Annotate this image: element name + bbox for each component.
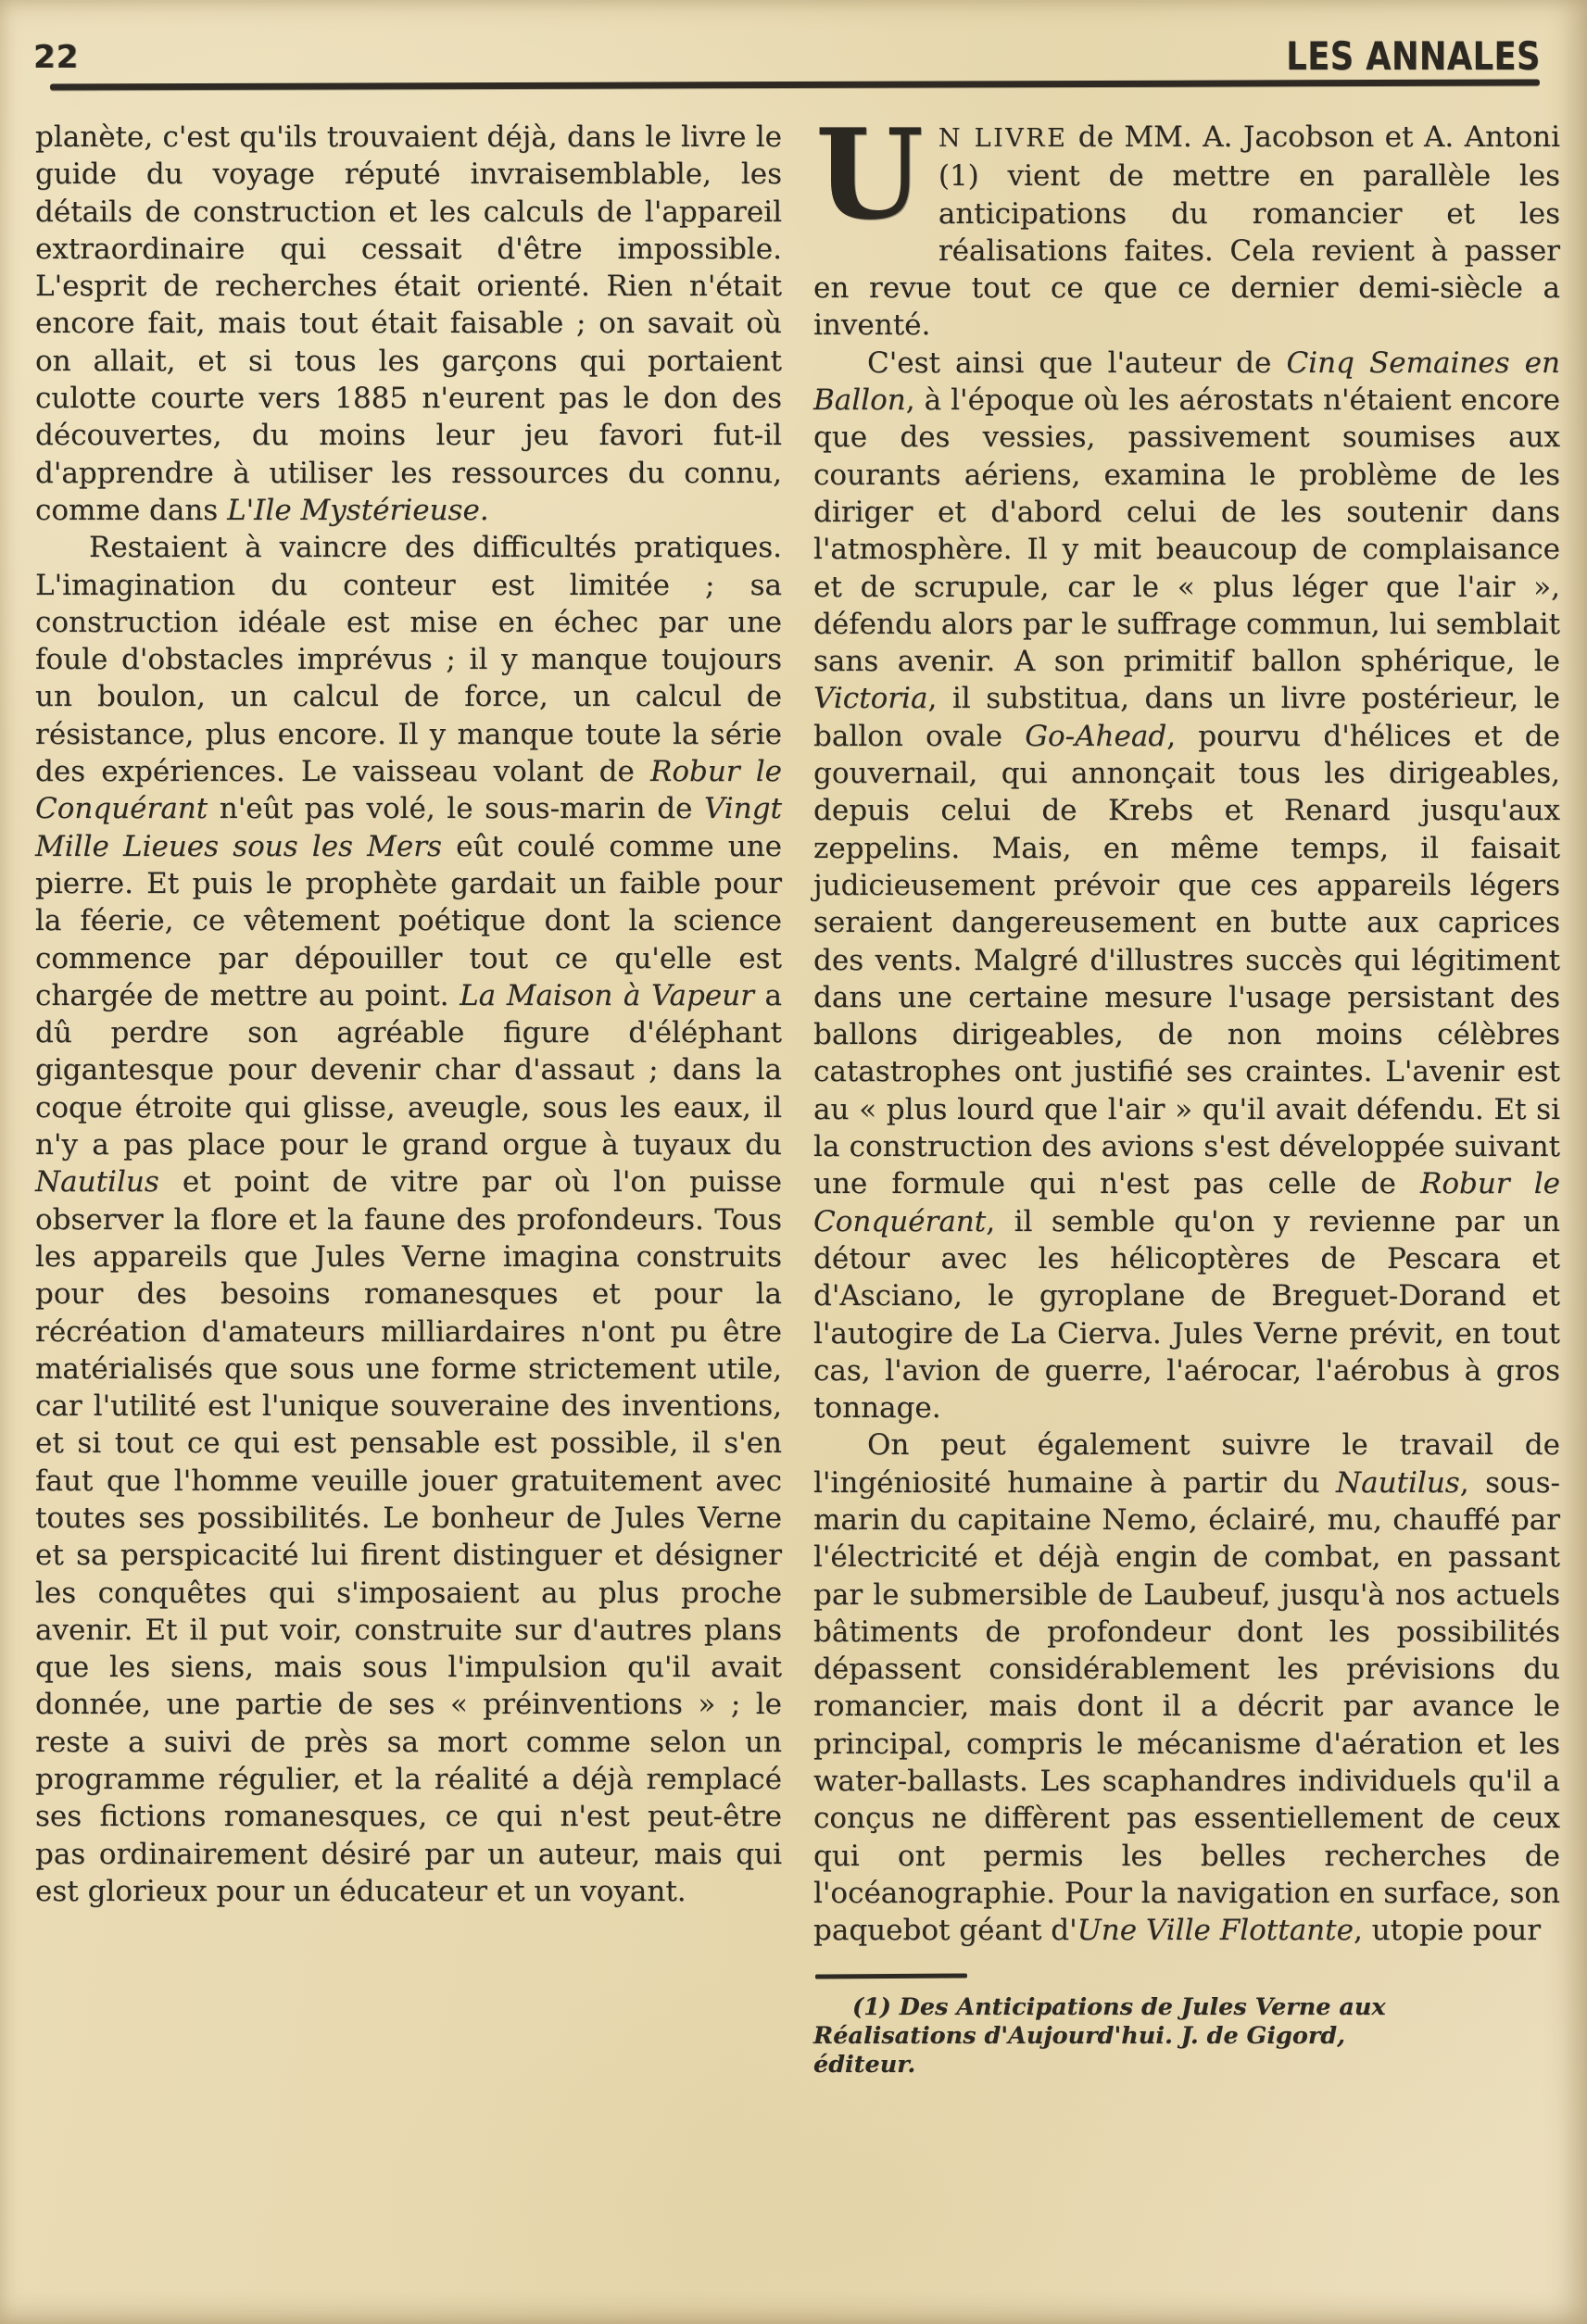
paragraph xyxy=(813,1426,1560,1949)
small-caps-lead: N LIVRE xyxy=(938,124,1068,153)
body-text: planète, c'est qu'ils trouvaient déjà, dans le livre le guide du voyage réputé invraisemblable, les détails de construction et les calculs de l'appareil extraordinaire qui cessait d'être impossible. L'esprit de recherches était orienté. Rien n'était encore fait, mais tout était faisable ; on savait où on allait, et si tous les garçons qui portaient culotte courte vers 1885 n'eurent pas le don des découvertes, du moins leur jeu favori fut-il d'apprendre à utiliser les ressources du connu, comme dans xyxy=(35,120,782,527)
book-title-italic: Une Ville Flottante xyxy=(1077,1914,1354,1948)
body-text: , il semble qu'on y revienne par un détour avec les hélicoptères de Pescara et d'Asciano, le gyroplane de Breguet-Dorand et l'autogire de La Cierva. Jules Verne prévit, en tout cas, l'avion de guerre, l'aérocar, l'aérobus à gros tonnage. xyxy=(813,1204,1560,1426)
book-title-italic: Vingt Mille Lieues sous les Mers xyxy=(35,792,782,863)
body-text: On peut également suivre le travail de l'ingéniosité humaine à partir du xyxy=(813,1428,1560,1500)
body-text: , sous-marin du capitaine Nemo, éclairé, mu, chauffé par l'électricité et déjà engin de combat, en passant par le submersible de Laubeuf, jusqu'à nos actuels bâtiments de profondeur dont les possibilités dépassent considérablement les prévisions du romancier, mais dont il a décrit par avance le principal, compris le mécanisme d'aération et les water-ballasts. Les scaphandres individuels qu'il a conçus ne diffèrent pas essentiellement de ceux qui ont permis les belles recherches de l'océanographie. Pour la navigation en surface, son paquebot géant d' xyxy=(813,1465,1561,1948)
body-text: Restaient à vaincre des difficultés pratiques. L'imagination du conteur est limitée ; sa construction idéale est mise en échec par une foule d'obstacles imprévus ; il y manque toujours un boulon, un calcul de force, un calcul de résistance, plus encore. Il y manque toute la série des expériences. Le vaisseau volant de xyxy=(35,531,782,789)
page-number: 22 xyxy=(33,39,80,76)
book-title-italic: L'Ile Mystérieuse. xyxy=(227,493,489,527)
book-title-italic: Nautilus xyxy=(35,1165,159,1200)
paragraph xyxy=(813,101,1560,345)
book-title-italic: Robur le Conquérant xyxy=(35,755,782,826)
text-column-right xyxy=(813,101,1561,2079)
body-text: a dû perdre son agréable figure d'éléphant gigantesque pour devenir char d'assaut ; dans la coque étroite qui glisse, aveugle, sous les eaux, il n'y a pas place pour le grand orgue à tuyaux du xyxy=(35,978,782,1162)
body-text: et point de vitre par où l'on puisse observer la flore et la faune des profondeurs. Tous les appareils que Jules Verne imagina construits pour des besoins romanesques et pour la récréation d'amateurs milliardaires n'ont pu être matérialisés que sous une forme strictement utile, car l'utilité est l'unique souveraine des inventions, et si tout ce qui est pensable est possible, il s'en faut que l'homme veuille jouer gratuitement avec toutes ses possibilités. Le bonheur de Jules Verne et sa perspicacité lui firent distinguer et désigner les conquêtes qui s'imposaient au plus proche avenir. Et il put voir, construite sur d'autres plans que les siens, mais sous l'impulsion qu'il avait donnée, une partie de ses « préinventions » ; le reste a suivi de près sa mort comme selon un programme régulier, et la réalité a déjà remplacé ses fictions romanesques, ce qui n'est peut-être pas ordinairement désiré par un auteur, mais qui est glorieux pour un éducateur et un voyant. xyxy=(35,1165,782,1908)
body-text: eût coulé comme une pierre. Et puis le prophète gardait un faible pour la féerie, ce vêtement poétique dont la science commence par dépouiller tout ce qu'elle est chargée de mettre au point. xyxy=(35,829,782,1012)
footnote-rule xyxy=(815,1973,967,1979)
book-title-italic: La Maison à Vapeur xyxy=(460,978,754,1012)
book-title-italic: Robur le Conquérant xyxy=(813,1167,1561,1238)
body-text: , il substitua, dans un livre postérieur, le ballon ovale xyxy=(813,682,1560,753)
book-title-italic: Victoria xyxy=(813,682,928,716)
header-rule xyxy=(50,79,1540,90)
body-text: C'est ainsi que l'auteur de xyxy=(867,345,1287,380)
body-text: , utopie pour xyxy=(1353,1914,1542,1948)
body-text: J. de Gigord, éditeur. xyxy=(813,2021,1346,2079)
text-column-left xyxy=(35,119,782,1910)
drop-cap: U xyxy=(815,101,924,247)
book-title-italic: Des Anticipations de Jules Verne aux Réalisations d'Aujourd'hui. xyxy=(813,1992,1386,2050)
paragraph xyxy=(35,529,782,1910)
paragraph xyxy=(35,119,782,529)
book-title-italic: Go-Ahead xyxy=(1025,719,1167,753)
footnote-text xyxy=(813,1993,1453,2079)
paragraph xyxy=(813,345,1560,1427)
body-text: , à l'époque où les aérostats n'étaient encore que des vessies, passivement soumises aux courants aériens, examina le problème de les diriger et d'abord celui de les soutenir dans l'atmosphère. Il y mit beaucoup de complaisance et de scrupule, car le « plus léger que l'air », défendu alors par le suffrage commun, lui semblait sans avenir. A son primitif ballon sphérique, le xyxy=(813,383,1560,679)
body-text: n'eût pas volé, le sous-marin de xyxy=(208,792,704,826)
body-text: , pourvu d'hélices et de gouvernail, qui annonçait tous les dirigeables, depuis celui de Krebs et Renard jusqu'aux zeppelins. Mais, en même temps, il faisait judicieusement prévoir que ces appareils légers seraient dangereusement en butte aux caprices des vents. Malgré d'illustres succès qui légitiment dans une certaine mesure l'usage persistant des ballons dirigeables, de non moins célèbres catastrophes ont justifié ses craintes. L'avenir est au « plus lourd que l'air » qu'il avait défendu. Et si la construction des avions s'est développée suivant une formule qui n'est pas celle de xyxy=(813,719,1560,1201)
body-text: (1) xyxy=(852,1992,900,2021)
body-text: de MM. A. Jacobson et A. Antoni (1) vient de mettre en parallèle les anticipations du romancier et les réalisations faites. Cela revient à passer en revue tout ce que ce dernier demi-siècle a inventé. xyxy=(813,120,1560,343)
book-title-italic: Nautilus xyxy=(1335,1465,1460,1500)
footnote xyxy=(813,1974,1453,2079)
masthead-title: LES ANNALES xyxy=(1286,33,1541,79)
book-title-italic: Cinq Semaines en Ballon xyxy=(813,345,1560,418)
